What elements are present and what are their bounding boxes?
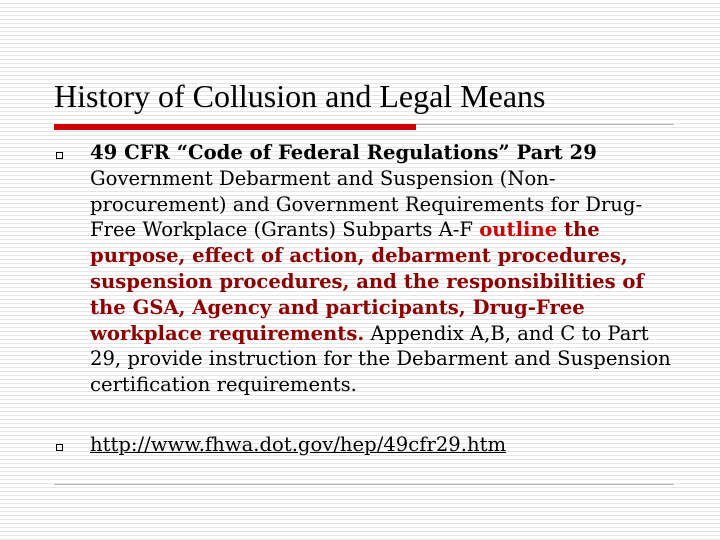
hollow-square-bullet-icon bbox=[56, 152, 63, 159]
bullet-text-cfr bbox=[90, 140, 674, 398]
bullet-highlight-dark: the purpose, effect of action, debarment procedures, suspension procedures, and the responsibilities of the GSA, Agency and participants, Drug-Free workplace requirements. bbox=[90, 218, 644, 345]
bullet-body: Government Debarment and Suspension (Non-procurement) and Government Requirements for Drug-Free Workplace (Grants) Subparts A-F bbox=[90, 166, 643, 242]
footer-divider bbox=[54, 484, 674, 485]
bullet-highlight-red: outline bbox=[479, 218, 558, 242]
title-accent-bar bbox=[54, 124, 416, 130]
slide-title: History of Collusion and Legal Means bbox=[54, 78, 546, 114]
hollow-square-bullet-icon bbox=[56, 444, 63, 451]
bullet-lead: 49 CFR “Code of Federal Regulations” Part 29 bbox=[90, 141, 597, 164]
fhwa-link[interactable]: http://www.fhwa.dot.gov/hep/49cfr29.htm bbox=[90, 433, 507, 456]
bullet-tail: Appendix A,B, and C to Part 29, provide instruction for the Debarment and Suspension certification requirements. bbox=[90, 321, 671, 397]
